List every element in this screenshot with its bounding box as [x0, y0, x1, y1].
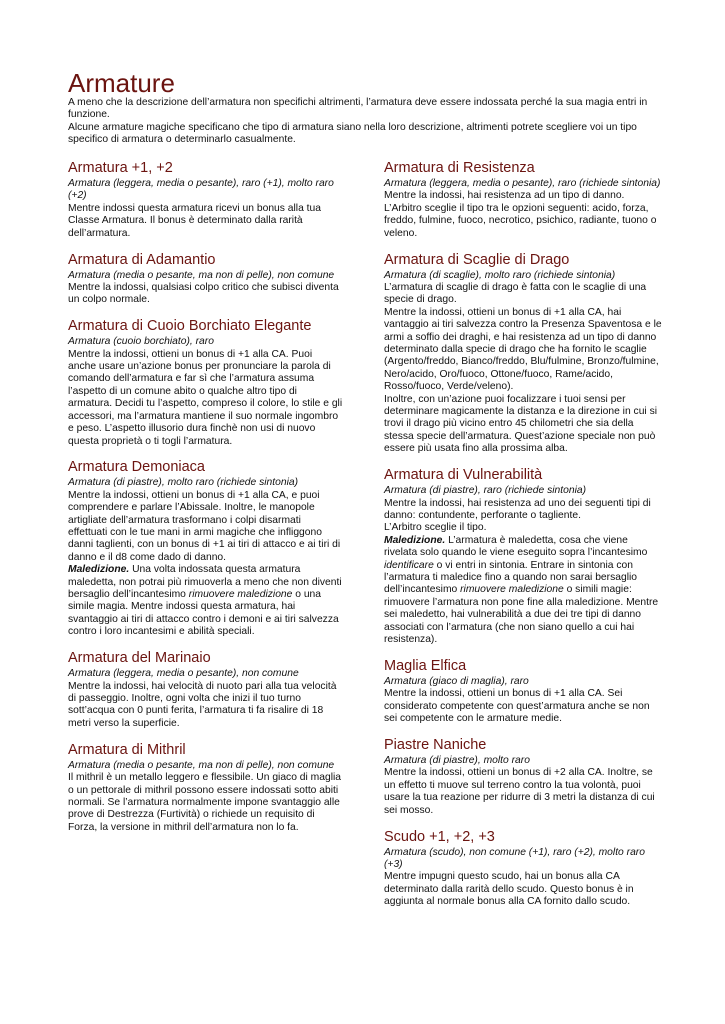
armor-entry-title: Armatura di Cuoio Borchiato Elegante [68, 318, 312, 335]
armor-entry-description [68, 772, 343, 834]
curse-label: Maledizione. [68, 564, 133, 576]
description-paragraph: Mentre la indossi, qualsiasi colpo critico che subisci diventa un colpo normale. [68, 281, 339, 306]
armor-entry-type: Armatura (di piastre), molto raro (richiede sintonia) [68, 477, 299, 489]
armor-entry-title: Armatura +1, +2 [68, 160, 173, 176]
armor-entry-title: Piastre Naniche [384, 737, 487, 754]
description-paragraph: Mentre la indossi, ottieni un bonus di +1 alla CA, e puoi comprendere e parlare l’Abissale. Inoltre, le manopole artigliate dell’armatura trasformano i colpi disarmati effettuati con le tue mani in armi magiche che infliggono danni taglienti, con un bonus di +1 ai tiri di attacco e ai tiri di danno e il d8 come dado di danno. [68, 489, 341, 563]
spell-name: identificare [384, 559, 434, 571]
right-column [384, 160, 662, 920]
armor-entry [68, 160, 343, 240]
description-paragraph: Mentre la indossi, ottieni un bonus di +1 alla CA. Puoi anche usare un’azione bonus per pronunciare la parola di comando dell’armatura e far sì che l’armatura assuma l’aspetto di un comune abito o qualche altro tipo di armatura. Decidi tu l’aspetto, compreso il colore, lo stile e gli accessori, ma l’armatura mantiene il suo normale ingombro e peso. L’aspetto illusorio dura finchè non usi di nuovo questa proprietà o ti togli l’armatura. [68, 348, 343, 447]
armor-entry-type: Armatura (di piastre), raro (richiede sintonia) [384, 485, 587, 497]
armor-entry-type: Armatura (giaco di maglia), raro [384, 675, 529, 687]
description-text: o una simile magia. Mentre indossi questa armatura, hai svantaggio ai tiri di attacco contro i demoni e ai tiri salvezza contro i loro incantesimi e abilità speciali. [68, 589, 339, 638]
armor-entry [384, 467, 662, 646]
description-paragraph: Mentre la indossi, ottieni un bonus di +1 alla CA. Sei considerato competente con quest’armatura anche se non sei competente con le armature medie. [384, 688, 650, 725]
armor-entry [68, 252, 343, 307]
description-paragraph: L’armatura di scaglie di drago è fatta con le scaglie di una specie di drago. [384, 281, 647, 306]
armor-entry-title: Maglia Elfica [384, 657, 467, 674]
description-text: L’armatura è maledetta, cosa che viene rivelata solo quando le viene eseguito sopra l’incantesimo [384, 534, 648, 559]
armor-entry-description [68, 349, 343, 448]
armor-entry-title: Armatura Demoniaca [68, 459, 205, 476]
armor-entry-description [68, 282, 343, 307]
description-paragraph: Mentre la indossi, hai resistenza ad uno dei seguenti tipi di danno: contundente, perforante o tagliente. [384, 497, 651, 521]
armor-entry [384, 252, 662, 456]
armor-entry-title: Armatura del Marinaio [68, 650, 211, 667]
left-column [68, 160, 343, 846]
description-paragraph: Mentre la indossi, ottieni un bonus di +1 alla CA, hai vantaggio ai tiri salvezza contro la Presenza Spaventosa e le armi a soffio dei draghi, e hai resistenza ad un tipo di danno determinato dalla specie di drago che ha fornito le scaglie (Argento/freddo, Bianco/freddo, Blu/fulmine, Bronzo/fulmine, Nero/acido, Oro/fuoco, Ottone/fuoco, Rame/acido, Rosso/fuoco, Verde/veleno). [384, 306, 662, 393]
armor-entry-description [384, 190, 662, 240]
armor-entry-description [384, 767, 662, 817]
armor-entry-title: Armatura di Scaglie di Drago [384, 251, 570, 268]
armor-entry-type: Armatura (leggera, media o pesante), non comune [68, 668, 299, 680]
armor-entry-type: Armatura (media o pesante, ma non di pelle), non comune [68, 269, 335, 281]
description-paragraph: Mentre la indossi, hai resistenza ad un tipo di danno. L’Arbitro sceglie il tipo tra le opzioni seguenti: acido, forza, freddo, fulmine, fuoco, necrotico, psichico, radiante, tuono o veleno. [384, 190, 657, 239]
armor-entry-title: Scudo +1, +2, +3 [384, 828, 495, 845]
description-paragraph [68, 564, 343, 638]
armor-entry-title: Armatura di Vulnerabilità [384, 467, 543, 484]
armor-entry [384, 160, 662, 240]
spell-name: rimuovere maledizione [460, 584, 564, 596]
armor-entry [384, 829, 662, 909]
armor-entry [68, 742, 343, 834]
armor-entry-description [384, 282, 662, 456]
description-paragraph: Il mithril è un metallo leggero e flessibile. Un giaco di maglia o un pettorale di mithril possono essere indossati sotto abiti normali. Se l’armatura normalmente impone svantaggio alle prove di Destrezza (Furtività) o richiede un requisito di Forza, la versione in mithril dell’armatura non lo fa. [68, 772, 341, 833]
description-paragraph: Inoltre, con un’azione puoi focalizzare i tuoi sensi per determinare magicamente la distanza e la direzione in cui si trovi il drago più vicino entro 45 chilometri che sia della stessa specie dell’armatura. Quest’azione speciale non può essere più usata fino alla prossima alba. [384, 393, 658, 455]
armor-entry-description [384, 688, 662, 725]
description-text: o simili magie: rimuovere l’armatura non pone fine alla maledizione. Mentre sei maledetto, hai vulnerabilità a due dei tre tipi di danno associati con l’armatura (che non siano quello a cui hai resistenza). [384, 584, 659, 645]
curse-label: Maledizione. [384, 534, 449, 546]
description-paragraph: Mentre la indossi, ottieni un bonus di +2 alla CA. Inoltre, se un effetto ti muove sul terreno contro la tua volontà, puoi usare la tua reazione per ridurre di 3 metri la distanza di cui sei mosso. [384, 767, 655, 816]
armor-entry-type: Armatura (di piastre), molto raro [384, 755, 530, 767]
description-paragraph: L’Arbitro sceglie il tipo. [384, 522, 487, 534]
description-paragraph: Mentre indossi questa armatura ricevi un bonus alla tua Classe Armatura. Il bonus è determinato dalla rarità dell’armatura. [68, 202, 321, 239]
armor-entry-description [68, 490, 343, 639]
description-text: Una volta indossata questa armatura maledetta, non potrai più rimuoverla a meno che non diventi bersaglio dell’incantesimo [68, 564, 342, 601]
armor-entry-title: Armatura di Resistenza [384, 160, 535, 176]
page-title: Armature [68, 68, 175, 98]
description-paragraph [384, 535, 662, 647]
intro-text [68, 97, 663, 147]
armor-entry-description [384, 498, 662, 647]
armor-entry [68, 459, 343, 638]
armor-entry [384, 658, 662, 726]
armor-entry-type: Armatura (media o pesante, ma non di pelle), non comune [68, 759, 335, 771]
intro-paragraph: A meno che la descrizione dell’armatura non specifichi altrimenti, l’armatura deve essere indossata perché la sua magia entri in funzione. [68, 97, 648, 121]
intro-paragraph: Alcune armature magiche specificano che tipo di armatura siano nella loro descrizione, altrimenti potrete scegliere voi un tipo specifico di armatura o determinarlo casualmente. [68, 121, 637, 146]
description-text: o vi entri in sintonia. Entrare in sintonia con l’armatura ti maledice fino a quando non sarai bersaglio dell’incantesimo [384, 559, 637, 596]
description-paragraph: Mentre la indossi, hai velocità di nuoto pari alla tua velocità di passeggio. Inoltre, ogni volta che inizi il tuo turno sott’acqua con 0 punti ferita, l’armatura ti fa risalire di 18 metri verso la superficie. [68, 680, 337, 729]
armor-entry-type: Armatura (cuoio borchiato), raro [68, 336, 214, 348]
armor-entry [68, 318, 343, 448]
armor-entry-type: Armatura (leggera, media o pesante), raro (+1), molto raro (+2) [68, 178, 334, 202]
armor-entry-type: Armatura (leggera, media o pesante), raro (richiede sintonia) [384, 178, 661, 189]
armor-entry-title: Armatura di Mithril [68, 741, 186, 758]
armor-entry-title: Armatura di Adamantio [68, 251, 216, 268]
spell-name: rimuovere maledizione [188, 589, 293, 601]
armor-entry-description [68, 203, 343, 240]
armor-entry-description [68, 681, 343, 731]
description-paragraph: Mentre impugni questo scudo, hai un bonus alla CA determinato dalla rarità dello scudo. Questo bonus è in aggiunta al normale bonus alla CA fornito dallo scudo. [384, 871, 634, 908]
armor-entry-type: Armatura (scudo), non comune (+1), raro (+2), molto raro (+3) [384, 846, 645, 870]
armor-entry-type: Armatura (di scaglie), molto raro (richiede sintonia) [384, 269, 616, 281]
armor-entry [384, 737, 662, 817]
armor-entry [68, 650, 343, 730]
armor-entry-description [384, 871, 662, 908]
